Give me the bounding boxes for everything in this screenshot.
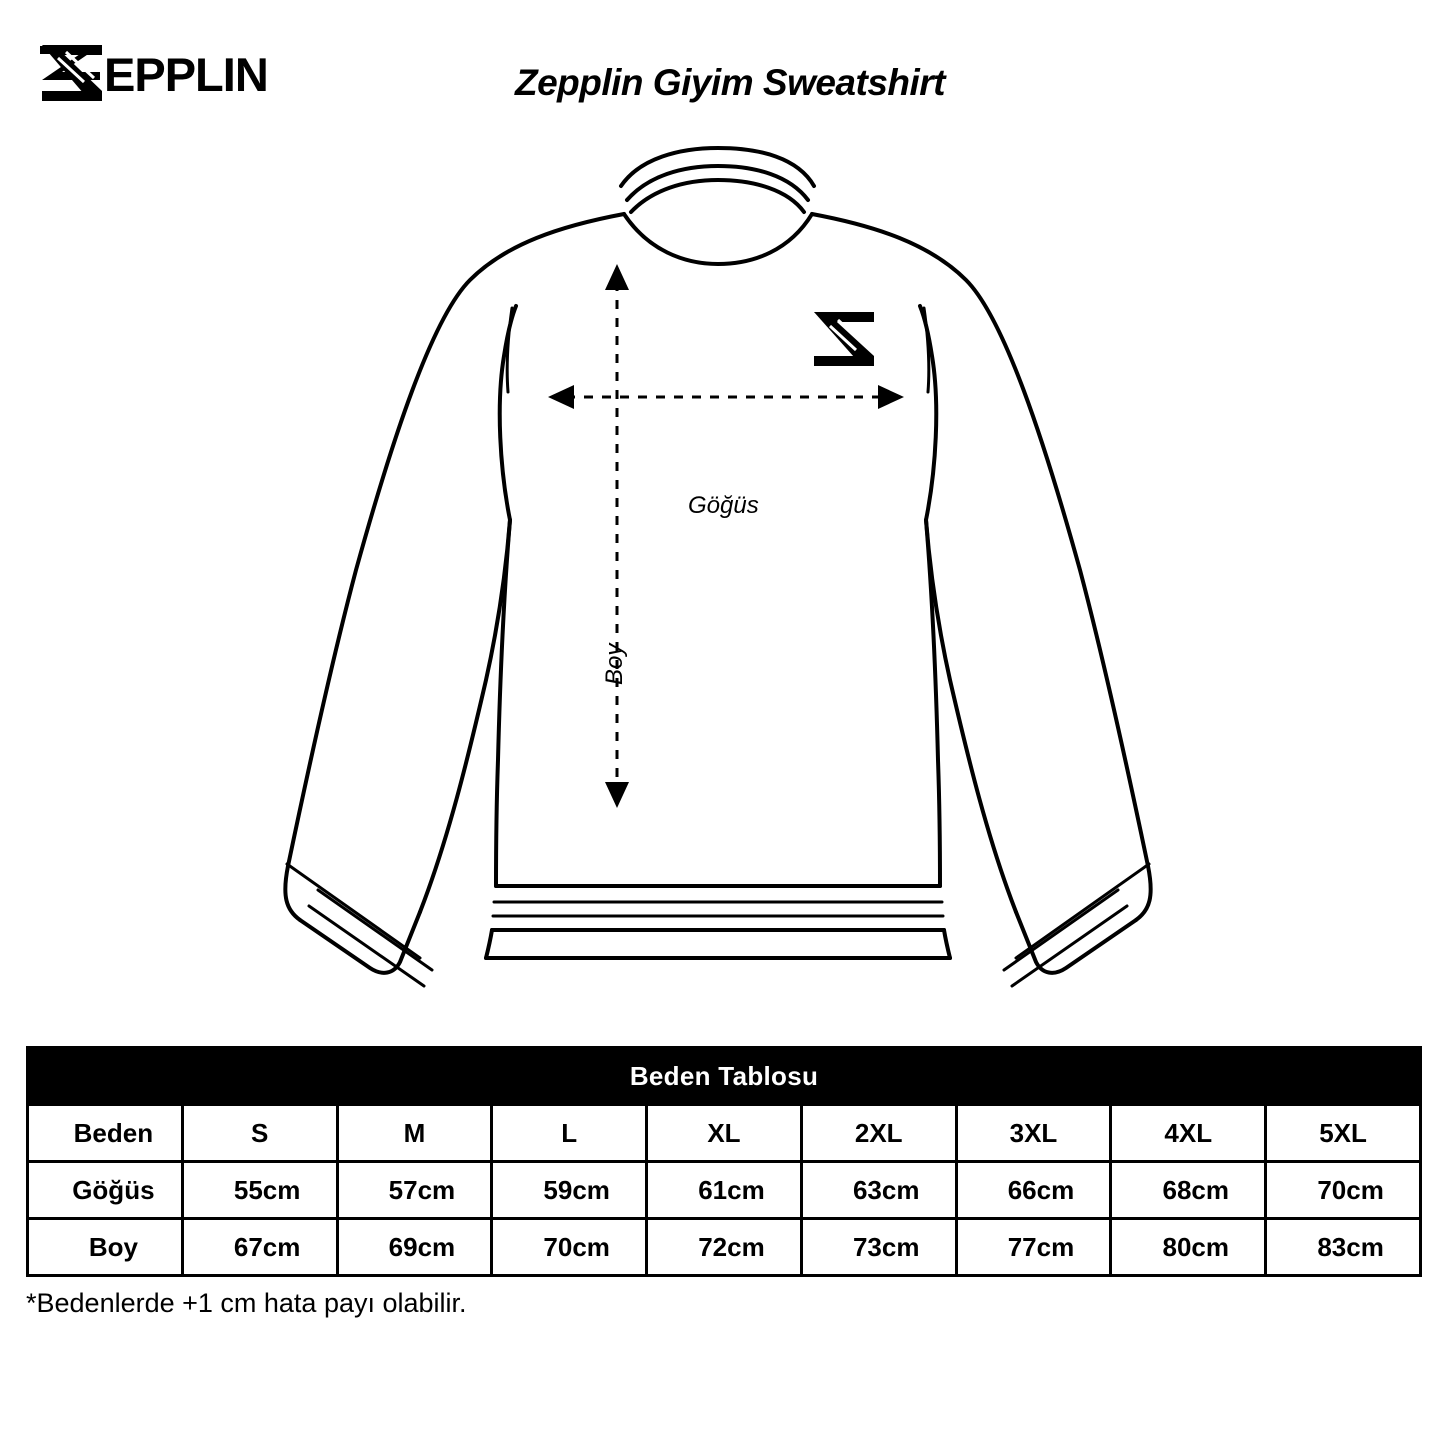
length-dimension-label: Boy xyxy=(601,643,628,685)
header-cell-3xl: 3XL xyxy=(956,1105,1111,1162)
cell-gogus-2xl: 63cm xyxy=(801,1162,956,1219)
chest-logo-icon xyxy=(814,312,874,366)
table-title: Beden Tablosu xyxy=(28,1048,1421,1105)
size-table xyxy=(26,1046,1422,1277)
header-cell-s: S xyxy=(182,1105,337,1162)
svg-text:EPPLIN: EPPLIN xyxy=(104,48,268,101)
header-cell-xl: XL xyxy=(647,1105,802,1162)
header-cell-m: M xyxy=(337,1105,492,1162)
vertical-double-arrow-icon xyxy=(605,264,629,808)
header-cell-5xl: 5XL xyxy=(1266,1105,1421,1162)
cell-boy-3xl: 77cm xyxy=(956,1219,1111,1276)
header-cell-beden: Beden xyxy=(28,1105,183,1162)
cell-gogus-5xl: 70cm xyxy=(1266,1162,1421,1219)
table-header-row xyxy=(28,1105,1421,1162)
cell-gogus-l: 59cm xyxy=(492,1162,647,1219)
page-title xyxy=(340,62,1120,104)
header xyxy=(0,0,1445,140)
cell-boy-l: 70cm xyxy=(492,1219,647,1276)
cell-boy-s: 67cm xyxy=(182,1219,337,1276)
row-label-gogus: Göğüs xyxy=(28,1162,183,1219)
header-cell-2xl: 2XL xyxy=(801,1105,956,1162)
brand-logo xyxy=(36,42,276,104)
row-label-boy: Boy xyxy=(28,1219,183,1276)
cell-boy-xl: 72cm xyxy=(647,1219,802,1276)
cell-boy-m: 69cm xyxy=(337,1219,492,1276)
cell-boy-4xl: 80cm xyxy=(1111,1219,1266,1276)
cell-boy-5xl: 83cm xyxy=(1266,1219,1421,1276)
header-cell-l: L xyxy=(492,1105,647,1162)
cell-gogus-xl: 61cm xyxy=(647,1162,802,1219)
chest-dimension-label: Göğüs xyxy=(688,492,759,519)
page-title-brand: Zepplin Giyim xyxy=(514,62,754,103)
cell-gogus-m: 57cm xyxy=(337,1162,492,1219)
cell-gogus-3xl: 66cm xyxy=(956,1162,1111,1219)
sweatshirt-outline-icon xyxy=(0,140,1445,1040)
cell-boy-2xl: 73cm xyxy=(801,1219,956,1276)
page-title-product: Sweatshirt xyxy=(762,62,946,103)
garment-illustration xyxy=(0,140,1445,1040)
cell-gogus-4xl: 68cm xyxy=(1111,1162,1266,1219)
table-row xyxy=(28,1162,1421,1219)
horizontal-double-arrow-icon xyxy=(548,385,904,409)
footnote: *Bedenlerde +1 cm hata payı olabilir. xyxy=(26,1288,467,1318)
cell-gogus-s: 55cm xyxy=(182,1162,337,1219)
zepplin-logo-icon xyxy=(36,42,276,104)
header-cell-4xl: 4XL xyxy=(1111,1105,1266,1162)
table-title-row xyxy=(28,1048,1421,1105)
table-row xyxy=(28,1219,1421,1276)
